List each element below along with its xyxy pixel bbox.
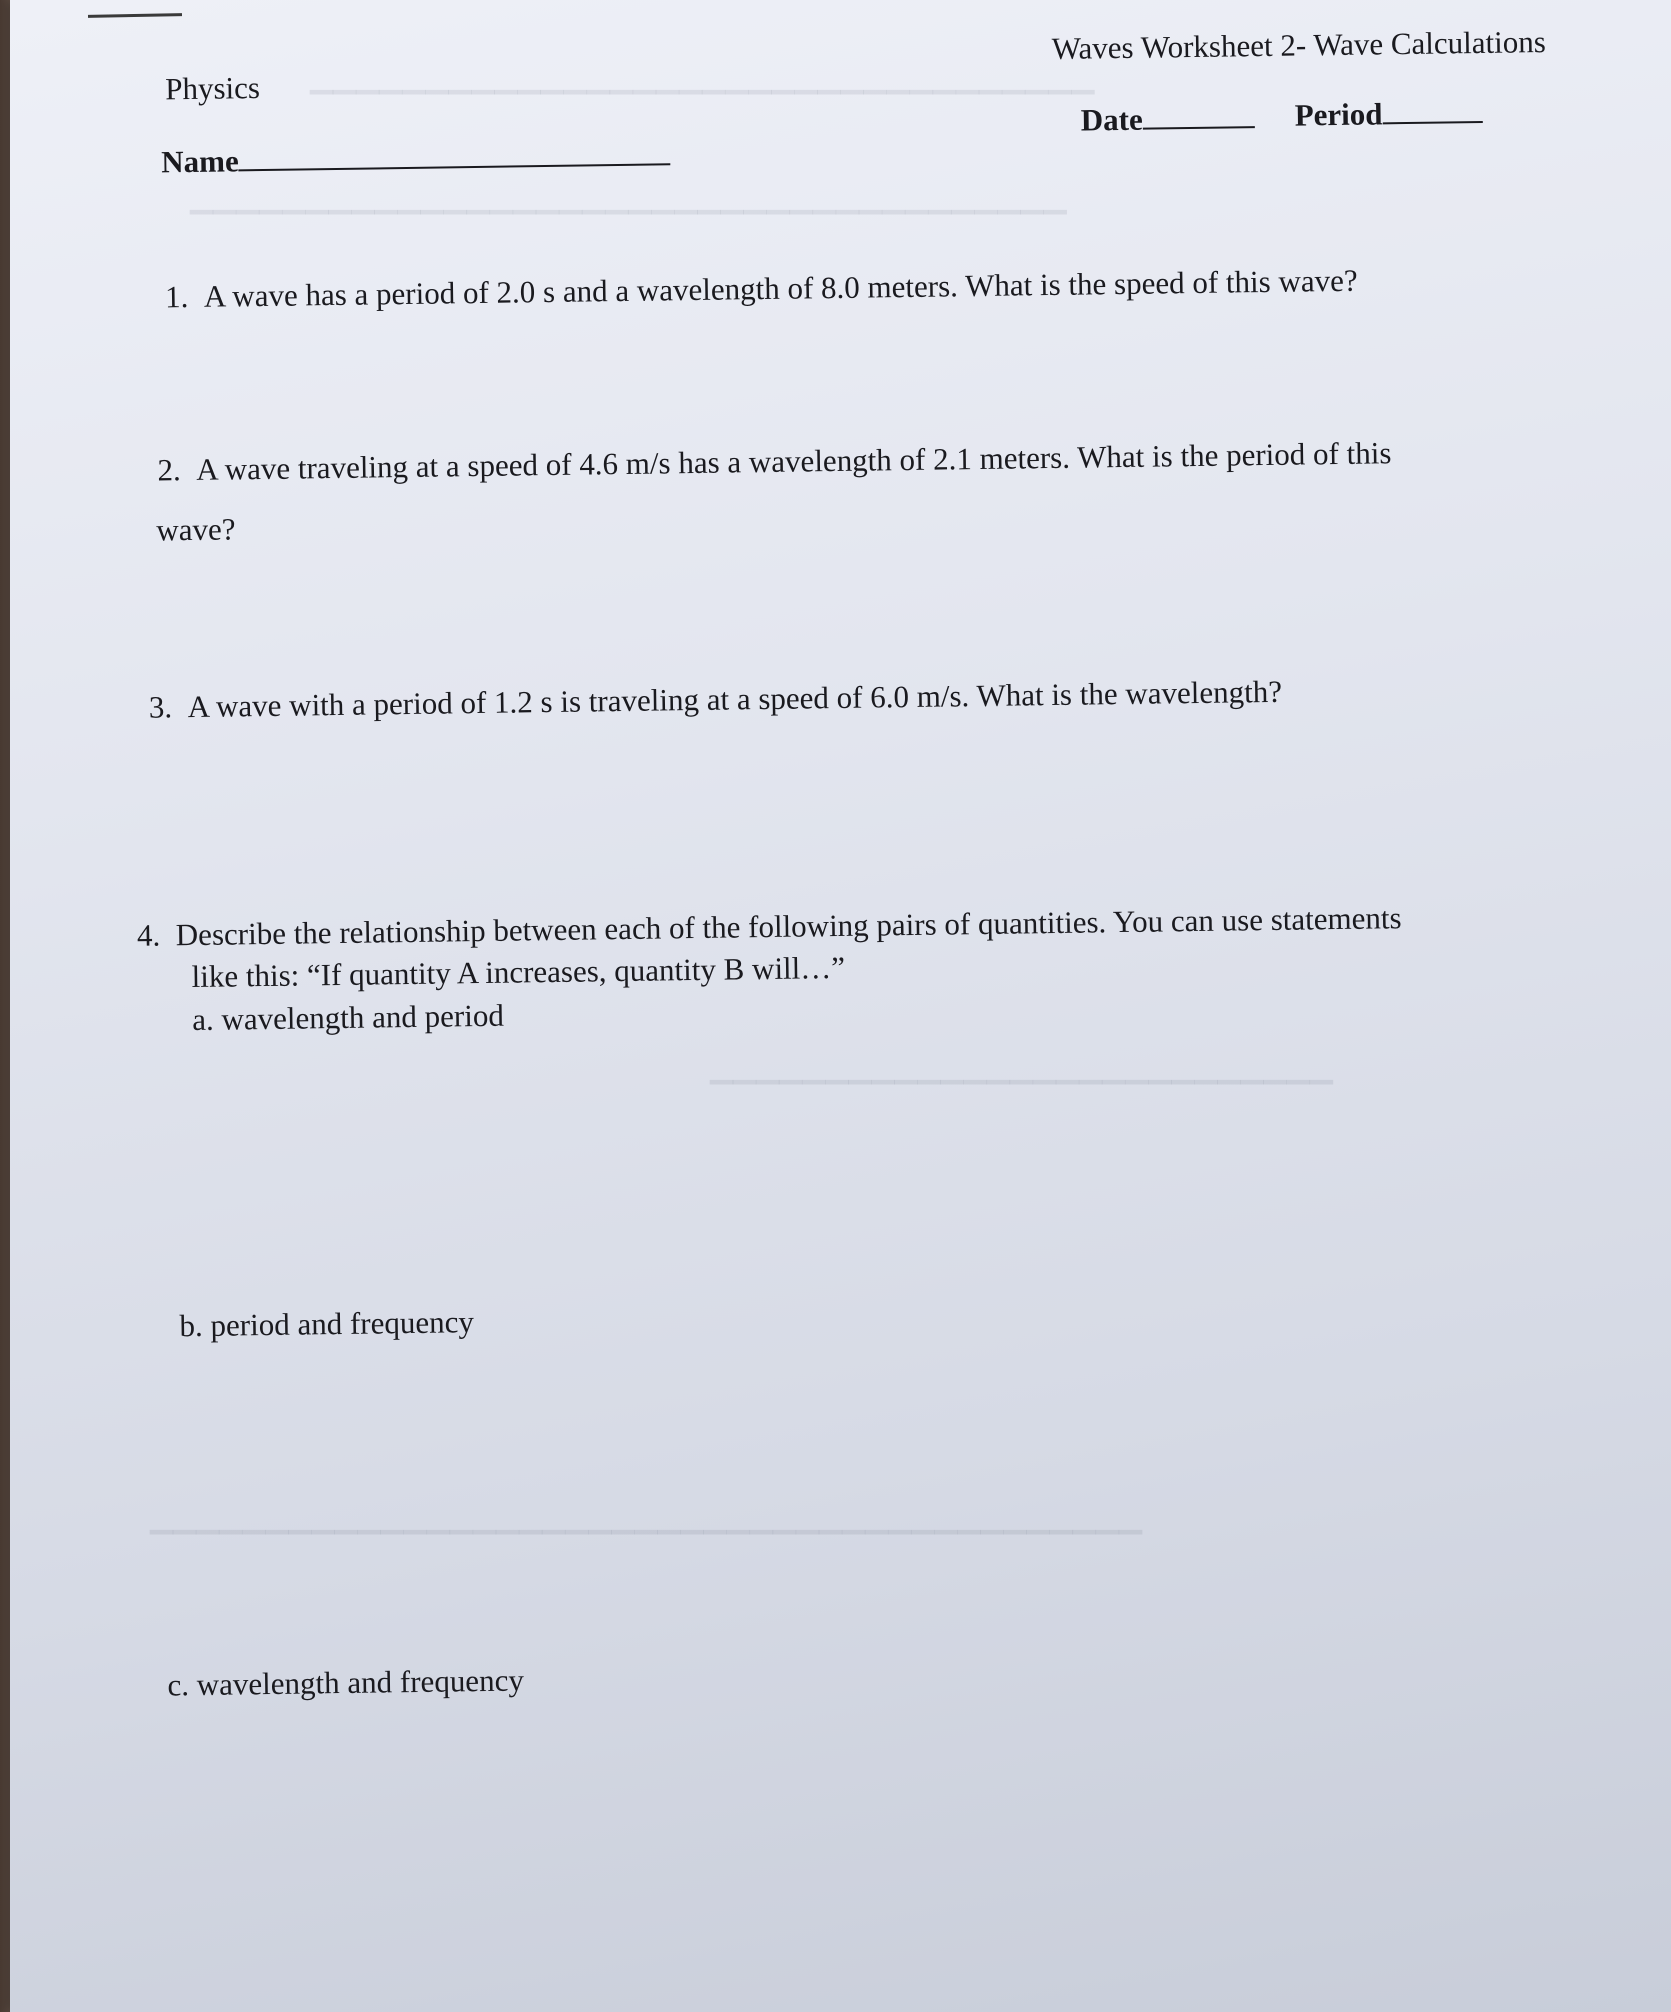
question-text: A wave traveling at a speed of 4.6 m/s has a wavelength of 2.1 meters. What is the period of this: [196, 435, 1392, 487]
date-label: Date: [1080, 101, 1143, 138]
name-row: [161, 137, 671, 180]
question-text: A wave with a period of 1.2 s is traveling at a speed of 6.0 m/s. What is the wavelength?: [187, 673, 1283, 725]
date-blank[interactable]: [1142, 100, 1254, 130]
name-label: Name: [160, 143, 239, 180]
question-number: 1.: [164, 279, 189, 315]
part-text: period and frequency: [210, 1304, 475, 1343]
question-2: [157, 435, 1391, 488]
worksheet-page: [10, 0, 1671, 2012]
name-blank[interactable]: [238, 137, 670, 171]
part-letter: a.: [191, 1001, 214, 1038]
bleed-through-decoration: ▁▁▁▁▁▁▁▁▁▁▁▁▁▁▁▁▁▁▁▁▁▁▁▁▁▁▁▁▁▁▁▁▁▁▁▁▁▁▁▁▁▁▁: [150, 1501, 1143, 1534]
question-text: A wave has a period of 2.0 s and a wavelength of 8.0 meters. What is the speed of this wave?: [203, 262, 1358, 314]
part-text: wavelength and period: [221, 997, 505, 1037]
question-number: 4.: [136, 917, 161, 953]
question-4: [137, 900, 1402, 953]
course-label: Physics: [164, 70, 261, 107]
question-text: Describe the relationship between each of the following pairs of quantities. You can use statements: [175, 900, 1402, 953]
period-blank[interactable]: [1382, 95, 1482, 124]
question-4-part-b: [179, 1304, 474, 1344]
bleed-through-decoration: ▁▁▁▁▁▁▁▁▁▁▁▁▁▁▁▁▁▁▁▁▁▁▁▁▁▁▁: [710, 1051, 1333, 1084]
part-letter: b.: [179, 1307, 203, 1344]
question-number: 3.: [148, 689, 173, 725]
period-row: [1294, 95, 1482, 133]
question-2-continued: wave?: [156, 511, 236, 548]
worksheet-title: Waves Worksheet 2- Wave Calculations: [1051, 24, 1547, 66]
bleed-through-decoration: ▁▁▁▁▁▁▁▁▁▁▁▁▁▁▁▁▁▁▁▁▁▁▁▁▁▁▁▁▁▁▁▁▁▁: [310, 61, 1095, 94]
question-4-part-a: [192, 998, 504, 1038]
part-letter: c.: [167, 1667, 190, 1703]
question-1: [165, 263, 1358, 315]
question-4-part-c: [167, 1662, 524, 1703]
question-4-continued: like this: “If quantity A increases, quantity B will…”: [191, 949, 846, 995]
part-text: wavelength and frequency: [196, 1662, 525, 1703]
bleed-through-decoration: ▁▁▁▁▁▁▁▁▁▁▁▁▁▁▁▁▁▁▁▁▁▁▁▁▁▁▁▁▁▁▁▁▁▁▁▁▁▁: [190, 181, 1067, 214]
question-3: [149, 674, 1283, 725]
period-label: Period: [1294, 96, 1383, 133]
question-number: 2.: [157, 452, 182, 488]
date-row: [1080, 100, 1254, 138]
